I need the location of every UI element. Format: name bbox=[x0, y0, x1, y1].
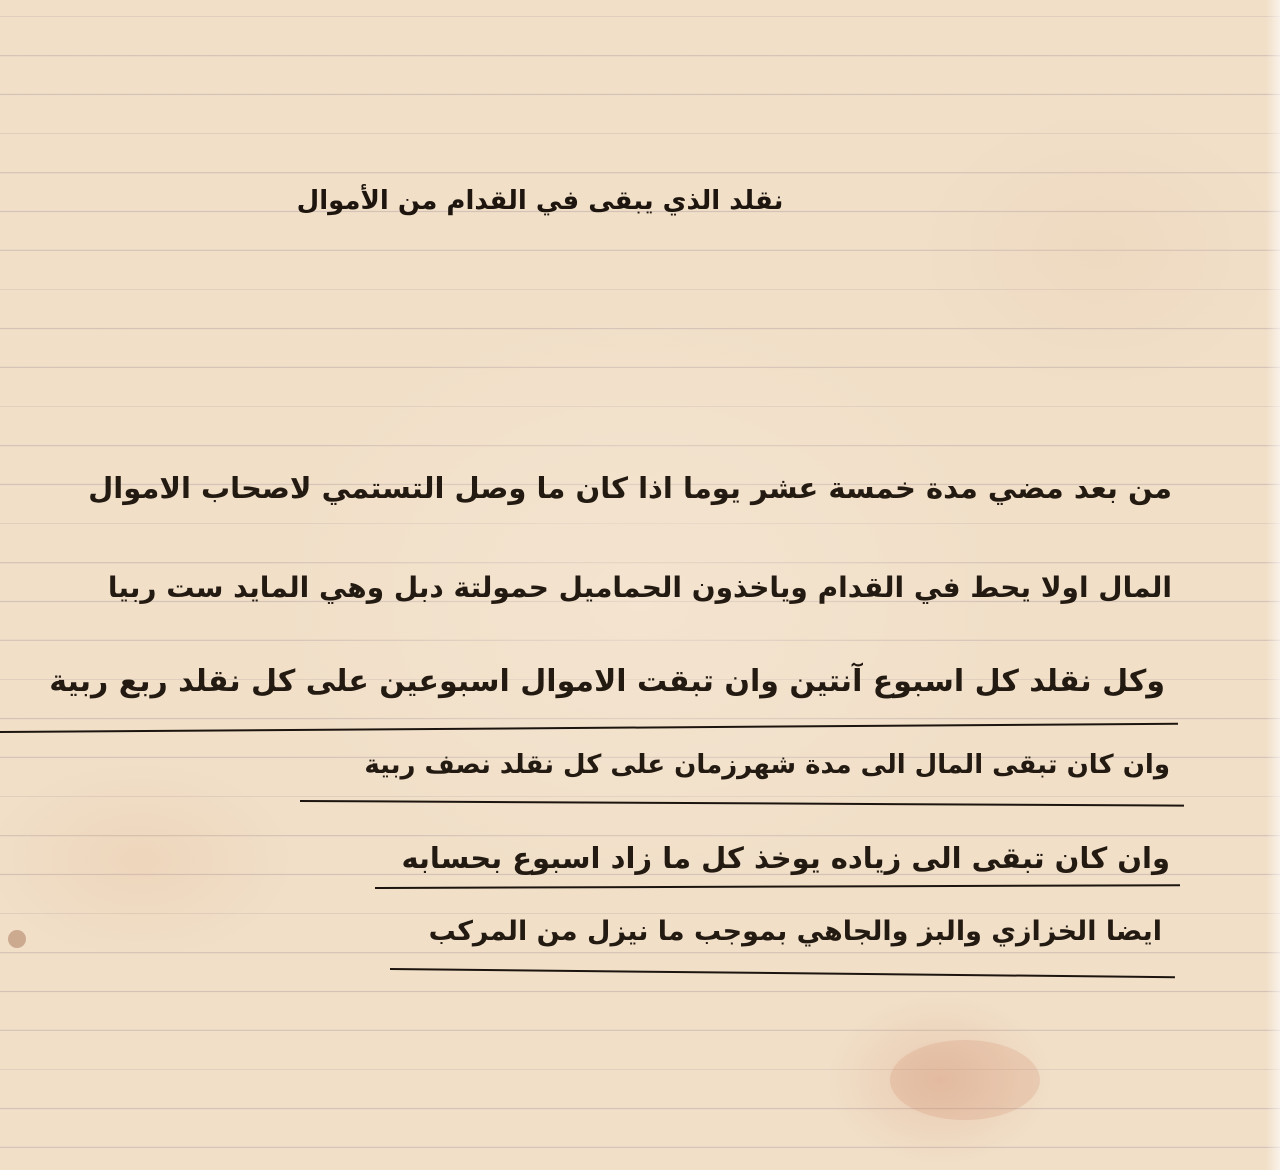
document-title: نقلد الذي يبقى في القدام من الأموال bbox=[296, 186, 784, 216]
underline-rule bbox=[300, 800, 1184, 807]
underline-rule bbox=[390, 968, 1175, 978]
text-line-6: ايضا الخزازي والبز والجاهي بموجب ما نيزل من المركب bbox=[428, 916, 1162, 947]
text-line-2: المال اولا يحط في القدام وياخذون الحماميل حمولتة دبل وهي المايد ست ربيا bbox=[107, 571, 1172, 604]
text-line-3: وكل نقلد كل اسبوع آنتين وان تبقت الاموال اسبوعين على كل نقلد ربع ربية bbox=[49, 664, 1165, 699]
text-line-4: وان كان تبقى المال الى مدة شهرزمان على كل نقلد نصف ربية bbox=[364, 750, 1170, 780]
text-line-1: من بعد مضي مدة خمسة عشر يوما اذا كان ما وصل التستمي لاصحاب الاموال bbox=[88, 471, 1172, 505]
paper-edge bbox=[1266, 0, 1280, 1170]
paper-stain bbox=[8, 930, 26, 948]
paper-stain bbox=[890, 1040, 1040, 1120]
underline-rule bbox=[0, 723, 1178, 733]
text-line-5: وان كان تبقى الى زياده يوخذ كل ما زاد اسبوع بحسابه bbox=[401, 841, 1170, 875]
